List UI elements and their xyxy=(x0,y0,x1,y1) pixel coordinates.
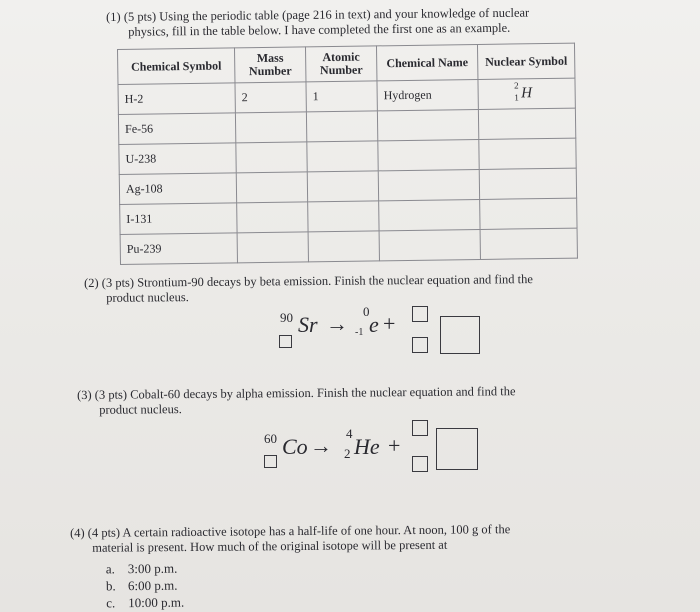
cell-name[interactable] xyxy=(377,109,478,140)
nuclear-table xyxy=(117,43,578,265)
question-1-line-2: physics, fill in the table below. I have completed the first one as an example. xyxy=(128,20,511,39)
header-atomic-number: Atomic Number xyxy=(305,46,376,82)
nuclear-symbol xyxy=(514,80,533,103)
question-2-line-1: (2) (3 pts) Strontium-90 decays by beta emission. Finish the nuclear equation and find the xyxy=(84,272,533,290)
helium-atomic: 2 xyxy=(344,446,351,461)
question-3-line-2: product nucleus. xyxy=(99,402,182,417)
option-label: a. xyxy=(105,561,115,577)
sr-mass-number: 90 xyxy=(280,310,293,325)
cell-nuclear[interactable] xyxy=(479,168,576,199)
header-mass-number: Mass Number xyxy=(234,47,305,83)
list-item xyxy=(106,560,184,578)
option-text: 10:00 p.m. xyxy=(128,594,185,611)
question-2-line-2: product nucleus. xyxy=(106,290,189,305)
arrow-1: → xyxy=(326,311,348,336)
cell-atomic[interactable] xyxy=(306,111,377,142)
cell-name[interactable] xyxy=(378,169,479,200)
option-text: 3:00 p.m. xyxy=(127,560,178,577)
question-4-line-2: material is present. How much of the original isotope will be present at xyxy=(92,537,448,555)
plus-1: + xyxy=(383,311,396,336)
cell-nuclear[interactable] xyxy=(478,108,575,139)
cell-name[interactable] xyxy=(379,229,480,260)
cell-symbol: U-238 xyxy=(119,143,236,175)
header-chemical-name: Chemical Name xyxy=(376,44,477,80)
cell-mass[interactable] xyxy=(237,232,308,263)
co-element: Co xyxy=(282,434,308,459)
cell-symbol: Fe-56 xyxy=(118,113,235,145)
equation-cobalt xyxy=(264,426,464,480)
nuclear-atomic: 1 xyxy=(514,92,519,103)
arrow-2: → xyxy=(310,433,332,458)
cell-mass: 2 xyxy=(235,82,306,113)
product-atomic-box[interactable] xyxy=(412,337,428,353)
product-mass-box[interactable] xyxy=(412,420,428,436)
cell-symbol: H-2 xyxy=(118,83,235,115)
cell-atomic[interactable] xyxy=(308,201,379,232)
option-label: b. xyxy=(105,578,116,594)
electron-mass: 0 xyxy=(363,304,370,319)
sr-atomic-number-box[interactable] xyxy=(279,335,292,348)
cell-name[interactable] xyxy=(378,139,479,170)
table-row xyxy=(120,228,577,264)
nuclear-element: H xyxy=(521,85,533,102)
header-nuclear-symbol: Nuclear Symbol xyxy=(477,43,574,79)
electron-symbol: e xyxy=(369,312,379,337)
list-item xyxy=(106,577,184,595)
question-1-line-1: (1) (5 pts) Using the periodic table (page 216 in text) and your knowledge of nuclear xyxy=(106,5,530,24)
product-mass-box[interactable] xyxy=(412,306,428,322)
sr-element: Sr xyxy=(298,312,318,337)
cell-symbol: I-131 xyxy=(120,203,237,235)
cell-nuclear[interactable] xyxy=(480,228,577,259)
cell-nuclear[interactable] xyxy=(480,198,577,229)
cell-mass[interactable] xyxy=(236,142,307,173)
helium-mass: 4 xyxy=(346,426,353,441)
option-label: c. xyxy=(106,595,116,611)
co-mass-number: 60 xyxy=(264,431,277,446)
cell-mass[interactable] xyxy=(236,172,307,203)
co-atomic-number-box[interactable] xyxy=(264,455,277,468)
cell-name[interactable] xyxy=(379,199,480,230)
question-1 xyxy=(106,4,666,40)
cell-atomic[interactable] xyxy=(308,231,379,262)
cell-mass[interactable] xyxy=(237,202,308,233)
cell-name: Hydrogen xyxy=(377,79,478,110)
electron-charge: -1 xyxy=(355,327,364,338)
cell-atomic[interactable] xyxy=(307,141,378,172)
question-2 xyxy=(84,271,644,306)
question-3 xyxy=(77,383,637,418)
cell-nuclear xyxy=(478,78,575,109)
cell-nuclear[interactable] xyxy=(479,138,576,169)
option-text: 6:00 p.m. xyxy=(127,577,178,594)
question-3-line-1: (3) (3 pts) Cobalt-60 decays by alpha emission. Finish the nuclear equation and find the xyxy=(77,384,516,402)
cell-atomic: 1 xyxy=(306,81,377,112)
helium-symbol: He xyxy=(354,434,380,459)
cell-atomic[interactable] xyxy=(307,171,378,202)
header-chemical-symbol: Chemical Symbol xyxy=(118,48,235,85)
question-4 xyxy=(70,521,630,556)
plus-2: + xyxy=(388,433,401,458)
nuclear-mass: 2 xyxy=(514,80,519,91)
cell-symbol: Ag-108 xyxy=(119,173,236,205)
list-item xyxy=(106,594,184,612)
product-symbol-box[interactable] xyxy=(440,316,480,354)
product-symbol-box[interactable] xyxy=(436,428,478,470)
question-4-options xyxy=(106,560,185,612)
question-4-line-1: (4) (4 pts) A certain radioactive isotope has a half-life of one hour. At noon, 100 g of the xyxy=(70,522,511,540)
cell-mass[interactable] xyxy=(235,112,306,143)
product-atomic-box[interactable] xyxy=(412,456,428,472)
cell-symbol: Pu-239 xyxy=(120,233,237,265)
